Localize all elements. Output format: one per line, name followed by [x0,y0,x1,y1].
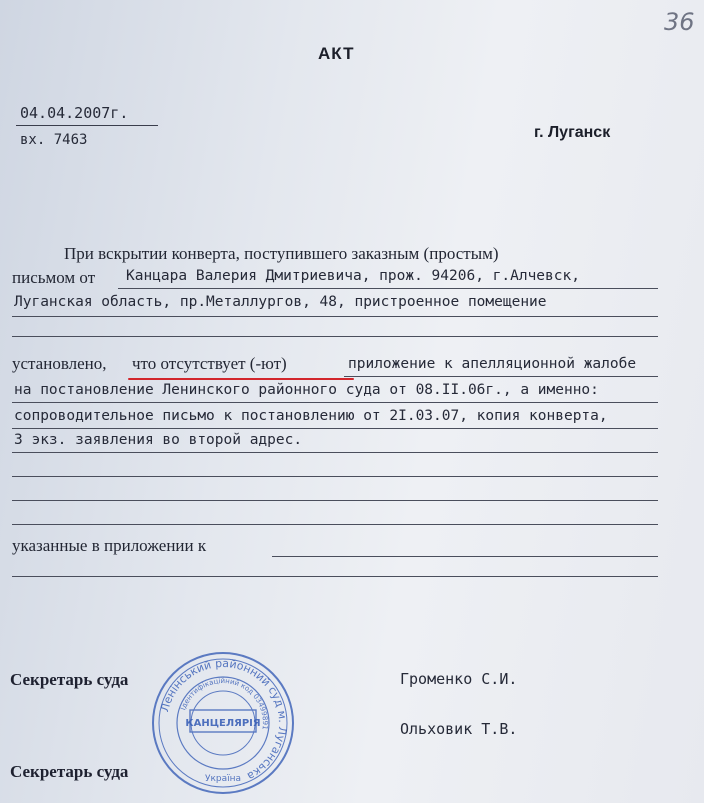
blank-line-2 [12,476,658,477]
blank-line-3 [12,500,658,501]
page-number: 36 [664,8,695,36]
signer-role-1: Секретарь суда [10,670,129,689]
stamp-center-text: КАНЦЕЛЯРІЯ [185,718,261,729]
document-date: 04.04.2007г. [20,104,129,122]
stamp-country: Україна [204,774,242,784]
attach-line-rule [272,556,658,557]
intro-line-2-prefix: письмом от [12,268,96,287]
blank-line-1 [12,336,658,337]
finding-prefix: установлено, [12,354,107,373]
sender-line-1: Канцара Валерия Дмитриевича, прож. 94206, г.Алчевск, [126,268,580,284]
registration-number: вх. 7463 [20,132,88,148]
finding-line-4: 3 экз. заявления во второй адрес. [14,432,303,448]
stamp-ring-text: Ленінський районний суд м. Луганська [158,656,290,783]
signer-name-1: Громенко С.И. [400,670,518,688]
sender-line-2-rule [12,316,658,317]
red-underline [128,378,354,380]
finding-line-3-rule [12,428,658,429]
signer-name-2: Ольховик Т.В. [400,720,518,738]
finding-line-3: сопроводительное письмо к постановлению от 2I.03.07, копия конверта, [14,408,608,424]
stamp-code-text: Ідентифікаційний код 03499891 [179,676,270,731]
sender-line-1-rule [118,288,658,289]
finding-line-4-rule [12,452,658,453]
blank-line-4 [12,524,658,525]
finding-line-1-rule [344,376,658,377]
intro-line-1: При вскрытии конверта, поступившего заказным (простым) [64,244,499,263]
finding-line-2: на постановление Ленинского районного суда от 08.II.06г., а именно: [14,382,599,398]
finding-line-2-rule [12,402,658,403]
finding-line-1: приложение к апелляционной жалобе [348,356,637,372]
city: г. Луганск [534,124,611,141]
blank-line-5 [12,576,658,577]
finding-phrase: что отсутствует (-ют) [132,354,287,373]
attach-label: указанные в приложении к [12,536,207,555]
signer-role-2: Секретарь суда [10,762,129,781]
date-underline [16,125,158,126]
court-stamp-seal [148,648,298,798]
sender-line-2: Луганская область, пр.Металлургов, 48, пристроенное помещение [14,294,547,310]
document-title: АКТ [318,44,355,63]
